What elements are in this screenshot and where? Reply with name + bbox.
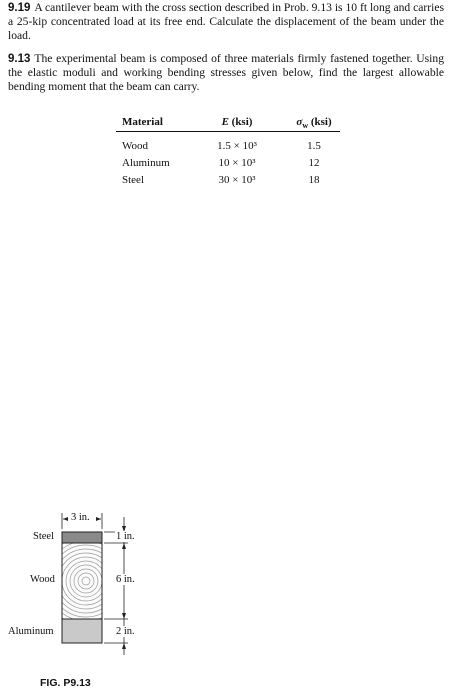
table-cell: Wood [122,140,149,152]
table-cell: 1.5 × 10³ [217,140,257,152]
table-cell: Aluminum [122,157,170,169]
problem-text: The experimental beam is composed of three materials firmly fastened together. Using the elastic moduli and working bending stresses given below, find the largest allowable bending moment that the beam can carry. [8,52,444,93]
aluminum-layer [62,619,102,643]
beam-cross-section-figure [0,505,454,700]
cross-section-drawing [0,505,454,700]
problem-text: A cantilever beam with the cross section described in Prob. 9.13 is 10 ft long and carries a 25-kip concentrated load at its free end. Calculate the displacement of the beam under the load. [8,1,444,42]
table-cell: 30 × 10³ [218,174,256,186]
table-header-modulus: E (ksi) [221,116,253,128]
steel-label: Steel [33,531,54,542]
table-cell: 10 × 10³ [218,157,256,169]
table-cell: Steel [122,174,144,186]
wood-depth-dimension: 6 in. [116,574,135,585]
table-cell: 18 [308,174,320,186]
steel-layer [62,532,102,543]
problem-number: 9.13 [8,53,31,65]
table-cell: 1.5 [307,140,321,152]
figure-caption: FIG. P9.13 [40,677,91,689]
table-cell: 12 [308,157,320,169]
table-header-material: Material [122,116,163,128]
wood-label: Wood [30,574,55,585]
table-rule [116,131,340,132]
table-header-stress: $\sigma_w$ (ksi) [296,116,332,131]
steel-depth-dimension: 1 in. [116,531,135,542]
aluminum-label: Aluminum [8,626,54,637]
problem-9-13 [8,52,444,93]
width-dimension: 3 in. [71,512,90,523]
aluminum-depth-dimension: 2 in. [116,626,135,637]
problem-9-19 [8,1,444,42]
problem-number: 9.19 [8,2,31,14]
